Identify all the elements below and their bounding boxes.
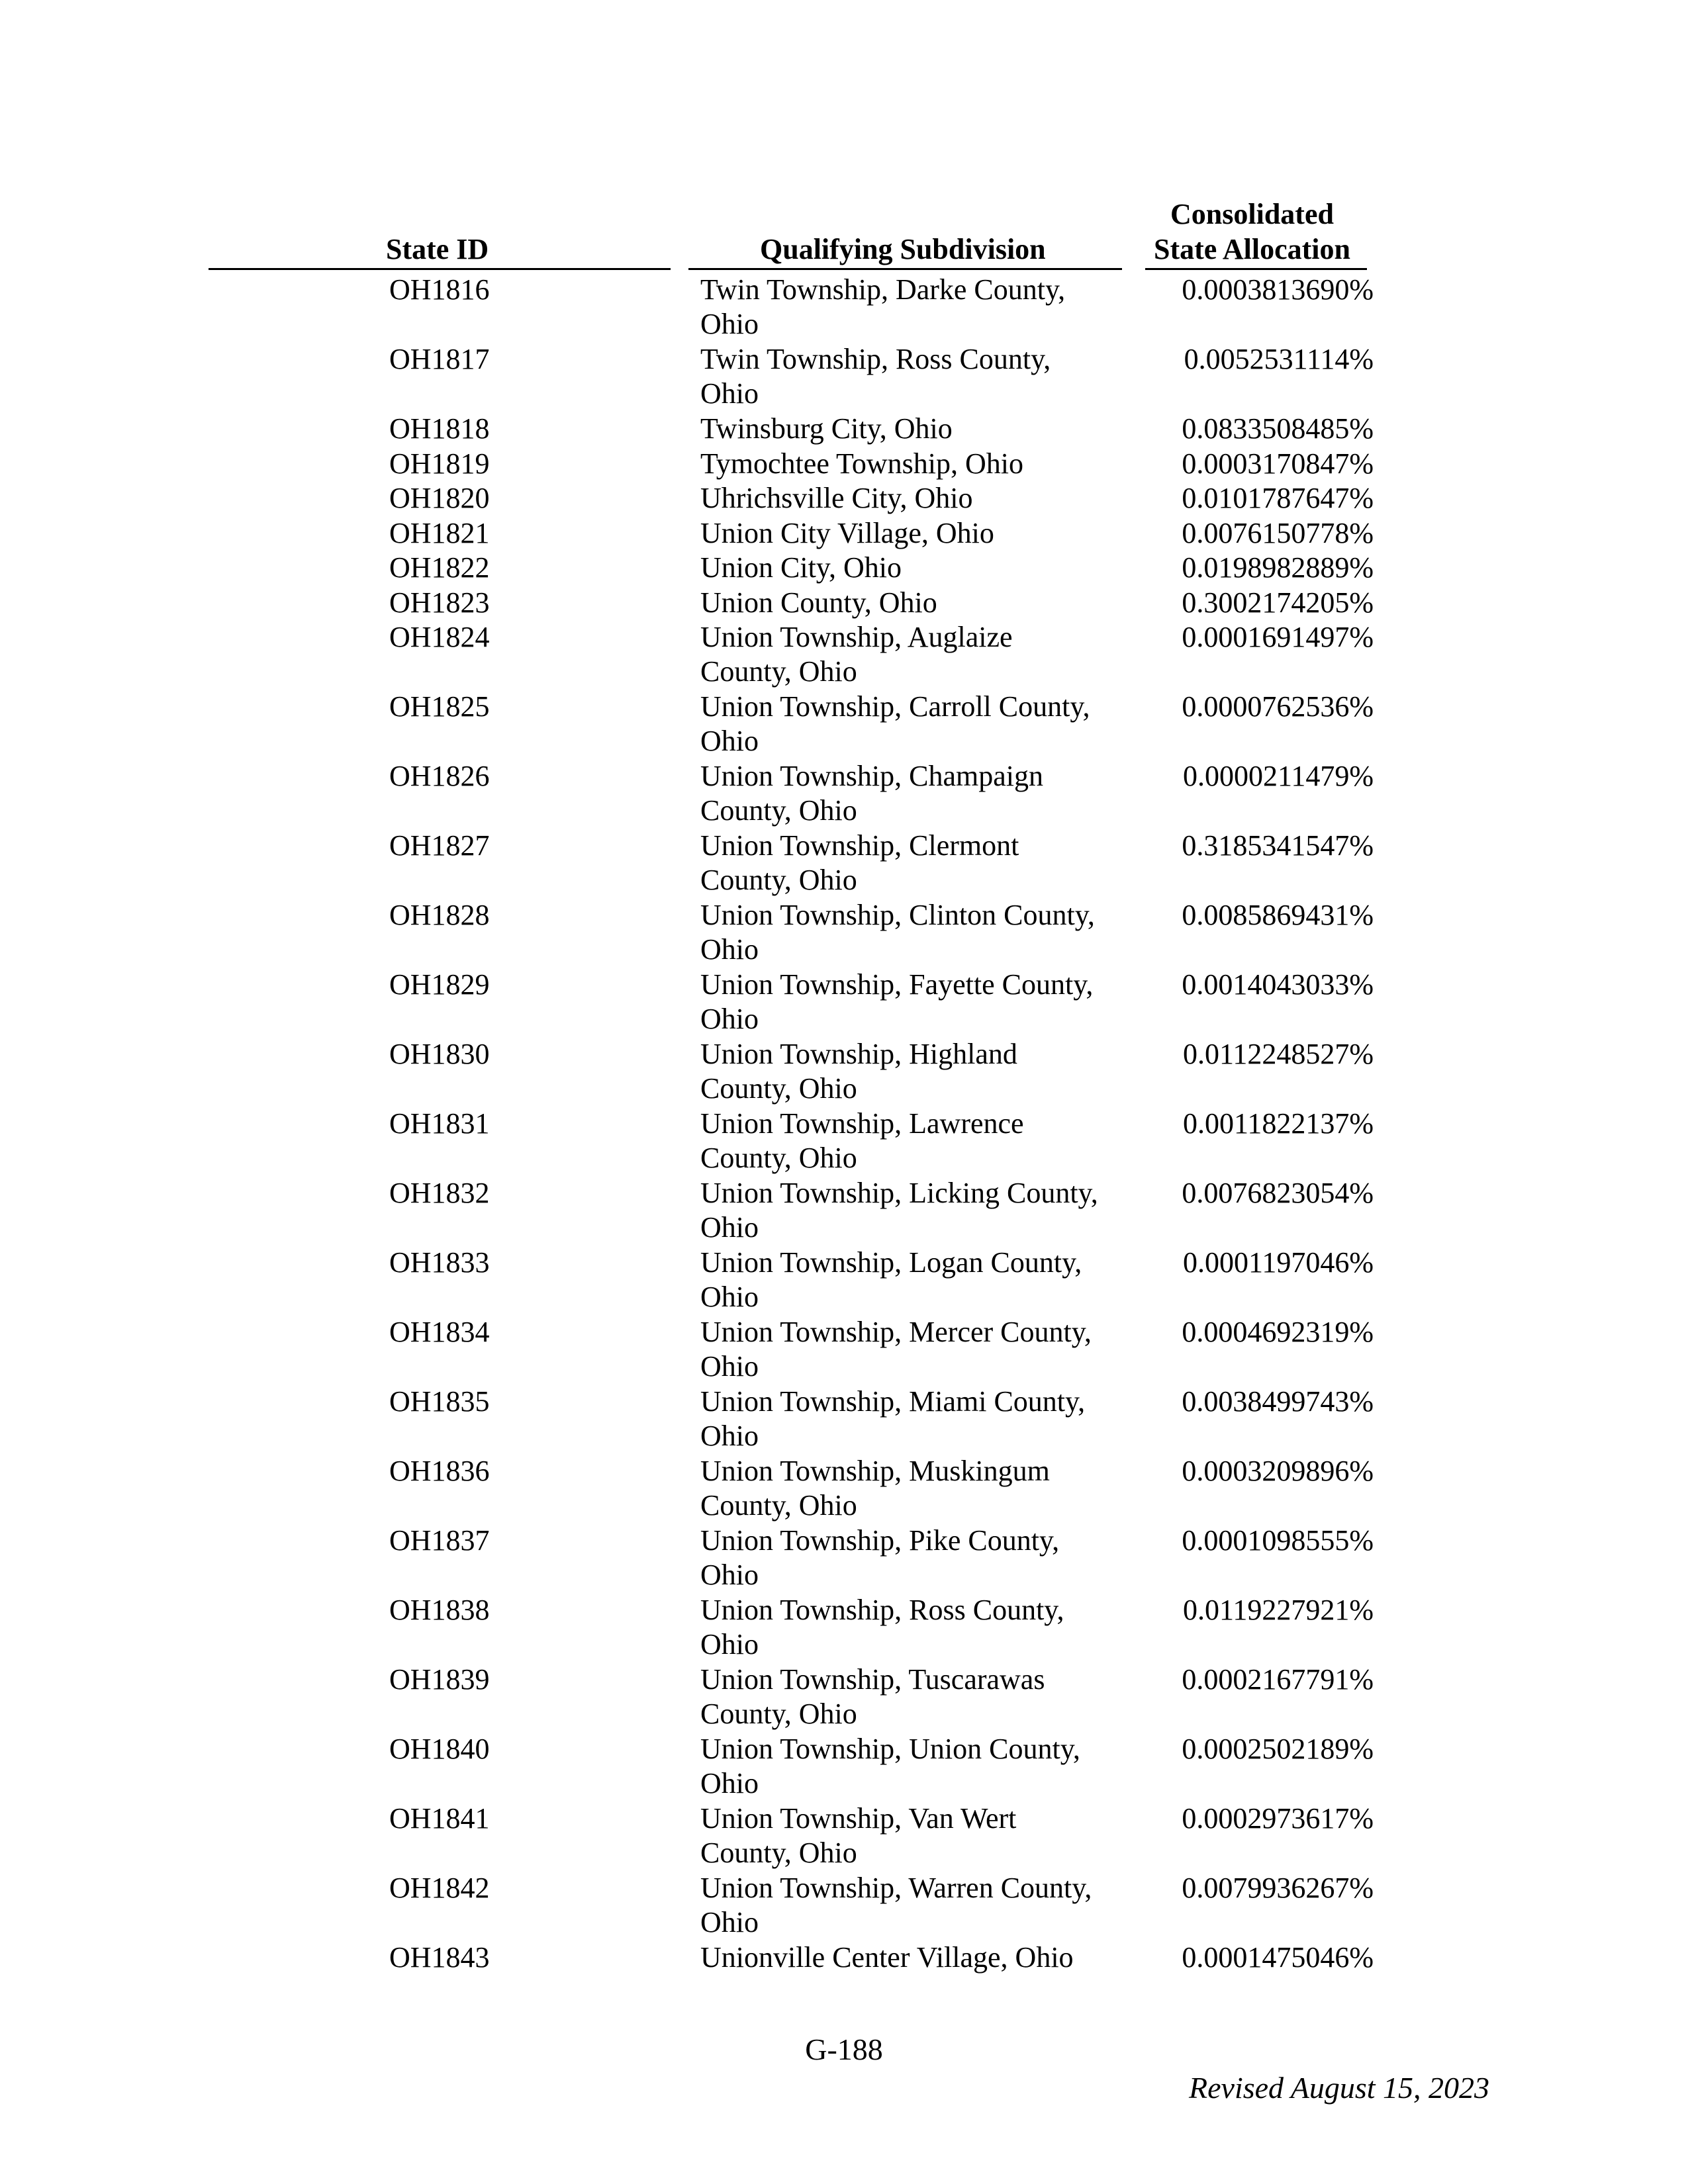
subdivision-line: Union Township, Logan County, — [700, 1246, 1082, 1279]
subdivision-cell — [700, 1385, 1137, 1453]
state-id-cell: OH1840 — [389, 1733, 490, 1765]
allocation-cell: 0.0079936267% — [1182, 1872, 1374, 1904]
subdivision-line: County, Ohio — [700, 1489, 857, 1522]
allocation-cell: 0.3185341547% — [1182, 829, 1374, 862]
subdivision-line: Union City Village, Ohio — [700, 516, 994, 549]
subdivision-cell — [700, 1037, 1137, 1106]
allocation-cell: 0.0000762536% — [1182, 690, 1374, 723]
subdivision-line: County, Ohio — [700, 1698, 857, 1730]
subdivision-cell — [700, 898, 1137, 967]
subdivision-line: Union County, Ohio — [700, 586, 937, 619]
subdivision-line: Union Township, Van Wert — [700, 1802, 1017, 1835]
state-id-cell: OH1827 — [389, 829, 490, 862]
subdivision-line: Ohio — [700, 933, 759, 966]
state-id-cell: OH1821 — [389, 516, 490, 549]
subdivision-cell — [700, 1107, 1137, 1175]
subdivision-cell — [700, 1176, 1137, 1245]
subdivision-line: Twinsburg City, Ohio — [700, 412, 953, 445]
subdivision-cell — [700, 1871, 1137, 1940]
subdivision-line: Union Township, Licking County, — [700, 1177, 1098, 1209]
state-id-cell: OH1824 — [389, 621, 490, 653]
state-id-cell: OH1836 — [389, 1455, 490, 1487]
allocation-cell: 0.0003813690% — [1182, 273, 1374, 306]
subdivision-line: Union Township, Warren County, — [700, 1872, 1092, 1904]
subdivision-line: Union Township, Muskingum — [700, 1455, 1050, 1487]
allocation-cell: 0.0052531114% — [1184, 343, 1374, 375]
header-qualifying-subdivision: Qualifying Subdivision — [760, 233, 1046, 265]
subdivision-cell — [700, 1593, 1137, 1662]
subdivision-cell — [700, 620, 1137, 689]
subdivision-cell — [700, 968, 1137, 1036]
subdivision-line: Ohio — [700, 725, 759, 757]
subdivision-line: Union Township, Pike County, — [700, 1524, 1060, 1557]
subdivision-cell — [700, 481, 1137, 516]
allocation-cell: 0.0198982889% — [1182, 551, 1374, 584]
page-number: G-188 — [805, 2032, 883, 2066]
subdivision-cell — [700, 412, 1137, 446]
subdivision-line: Ohio — [700, 1003, 759, 1035]
allocation-cell: 0.0003170847% — [1182, 447, 1374, 480]
subdivision-cell — [700, 1732, 1137, 1801]
allocation-cell: 0.0119227921% — [1182, 1594, 1374, 1626]
state-id-cell: OH1823 — [389, 586, 490, 619]
state-id-cell: OH1818 — [389, 412, 490, 445]
subdivision-line: Twin Township, Darke County, — [700, 273, 1066, 306]
subdivision-line: Union Township, Miami County, — [700, 1385, 1086, 1418]
state-id-cell: OH1842 — [389, 1872, 490, 1904]
subdivision-cell — [700, 829, 1137, 897]
subdivision-line: County, Ohio — [700, 1837, 857, 1869]
allocation-cell: 0.0001691497% — [1182, 621, 1374, 653]
state-id-cell: OH1825 — [389, 690, 490, 723]
subdivision-line: Union Township, Champaign — [700, 760, 1043, 792]
state-id-cell: OH1829 — [389, 968, 490, 1001]
state-id-cell: OH1817 — [389, 343, 490, 375]
subdivision-cell — [700, 447, 1137, 481]
state-id-cell: OH1831 — [389, 1107, 490, 1140]
header-rule-allocation — [1145, 268, 1367, 270]
subdivision-cell — [700, 759, 1137, 828]
subdivision-line: Twin Township, Ross County, — [700, 343, 1051, 375]
header-state-id: State ID — [386, 233, 489, 265]
state-id-cell: OH1819 — [389, 447, 490, 480]
revised-date: Revised August 15, 2023 — [1189, 2071, 1489, 2105]
allocation-cell: 0.0003209896% — [1182, 1455, 1374, 1487]
subdivision-line: Union Township, Lawrence — [700, 1107, 1024, 1140]
allocation-cell: 0.0085869431% — [1182, 899, 1374, 931]
subdivision-cell — [700, 586, 1137, 620]
subdivision-line: County, Ohio — [700, 1072, 857, 1105]
subdivision-line: Ohio — [700, 1211, 759, 1244]
subdivision-line: Ohio — [700, 308, 759, 340]
subdivision-line: Union Township, Auglaize — [700, 621, 1013, 653]
allocation-cell: 0.3002174205% — [1182, 586, 1374, 619]
allocation-cell: 0.0014043033% — [1182, 968, 1374, 1001]
subdivision-line: Ohio — [700, 1350, 759, 1383]
state-id-cell: OH1839 — [389, 1663, 490, 1696]
subdivision-cell — [700, 1524, 1137, 1592]
state-id-cell: OH1834 — [389, 1316, 490, 1348]
subdivision-line: Ohio — [700, 1906, 759, 1938]
subdivision-cell — [700, 551, 1137, 585]
subdivision-cell — [700, 1315, 1137, 1384]
header-rule-subdivision — [688, 268, 1122, 270]
header-allocation-line1: Consolidated — [1170, 198, 1334, 230]
state-id-cell: OH1838 — [389, 1594, 490, 1626]
state-id-cell: OH1830 — [389, 1038, 490, 1070]
subdivision-line: Union Township, Tuscarawas — [700, 1663, 1045, 1696]
subdivision-line: County, Ohio — [700, 864, 857, 896]
allocation-cell: 0.0004692319% — [1182, 1316, 1374, 1348]
subdivision-line: Ohio — [700, 1628, 759, 1661]
subdivision-line: Tymochtee Township, Ohio — [700, 447, 1023, 480]
state-id-cell: OH1822 — [389, 551, 490, 584]
allocation-cell: 0.0001475046% — [1182, 1941, 1374, 1974]
subdivision-line: Unionville Center Village, Ohio — [700, 1941, 1074, 1974]
state-id-cell: OH1828 — [389, 899, 490, 931]
header-rule-state-id — [209, 268, 671, 270]
state-id-cell: OH1833 — [389, 1246, 490, 1279]
allocation-cell: 0.0076823054% — [1182, 1177, 1374, 1209]
subdivision-cell — [700, 1454, 1137, 1523]
subdivision-line: Union Township, Union County, — [700, 1733, 1080, 1765]
subdivision-line: County, Ohio — [700, 794, 857, 827]
subdivision-line: Union City, Ohio — [700, 551, 902, 584]
subdivision-line: Union Township, Fayette County, — [700, 968, 1094, 1001]
subdivision-line: Union Township, Ross County, — [700, 1594, 1064, 1626]
subdivision-cell — [700, 1246, 1137, 1314]
subdivision-cell — [700, 1801, 1137, 1870]
allocation-cell: 0.0076150778% — [1182, 516, 1374, 549]
state-id-cell: OH1841 — [389, 1802, 490, 1835]
subdivision-cell — [700, 690, 1137, 758]
allocation-cell: 0.0002502189% — [1182, 1733, 1374, 1765]
allocation-cell: 0.0833508485% — [1182, 412, 1374, 445]
subdivision-line: Ohio — [700, 1767, 759, 1799]
allocation-cell: 0.0001098555% — [1182, 1524, 1374, 1557]
subdivision-line: Union Township, Highland — [700, 1038, 1017, 1070]
allocation-cell: 0.0101787647% — [1182, 482, 1374, 514]
subdivision-line: Uhrichsville City, Ohio — [700, 482, 973, 514]
state-id-cell: OH1832 — [389, 1177, 490, 1209]
subdivision-line: County, Ohio — [700, 1142, 857, 1174]
subdivision-line: Ohio — [700, 1281, 759, 1313]
subdivision-cell — [700, 516, 1137, 551]
allocation-cell: 0.0112248527% — [1182, 1038, 1374, 1070]
state-id-cell: OH1820 — [389, 482, 490, 514]
subdivision-line: Ohio — [700, 1420, 759, 1452]
header-allocation-line2: State Allocation — [1154, 233, 1350, 265]
subdivision-line: Ohio — [700, 377, 759, 410]
subdivision-cell — [700, 273, 1137, 341]
state-id-cell: OH1826 — [389, 760, 490, 792]
allocation-cell: 0.0002973617% — [1182, 1802, 1374, 1835]
state-id-cell: OH1835 — [389, 1385, 490, 1418]
subdivision-line: County, Ohio — [700, 655, 857, 688]
allocation-cell: 0.0002167791% — [1182, 1663, 1374, 1696]
allocation-cell: 0.0038499743% — [1182, 1385, 1374, 1418]
subdivision-line: Union Township, Carroll County, — [700, 690, 1090, 723]
allocation-cell: 0.0001197046% — [1182, 1246, 1374, 1279]
allocation-cell: 0.0011822137% — [1182, 1107, 1374, 1140]
state-id-cell: OH1816 — [389, 273, 490, 306]
subdivision-line: Union Township, Mercer County, — [700, 1316, 1092, 1348]
subdivision-cell — [700, 1940, 1137, 1975]
subdivision-line: Union Township, Clermont — [700, 829, 1019, 862]
state-id-cell: OH1837 — [389, 1524, 490, 1557]
subdivision-line: Union Township, Clinton County, — [700, 899, 1095, 931]
allocation-cell: 0.0000211479% — [1182, 760, 1374, 792]
state-id-cell: OH1843 — [389, 1941, 490, 1974]
subdivision-cell — [700, 1662, 1137, 1731]
subdivision-line: Ohio — [700, 1559, 759, 1591]
subdivision-cell — [700, 342, 1137, 411]
